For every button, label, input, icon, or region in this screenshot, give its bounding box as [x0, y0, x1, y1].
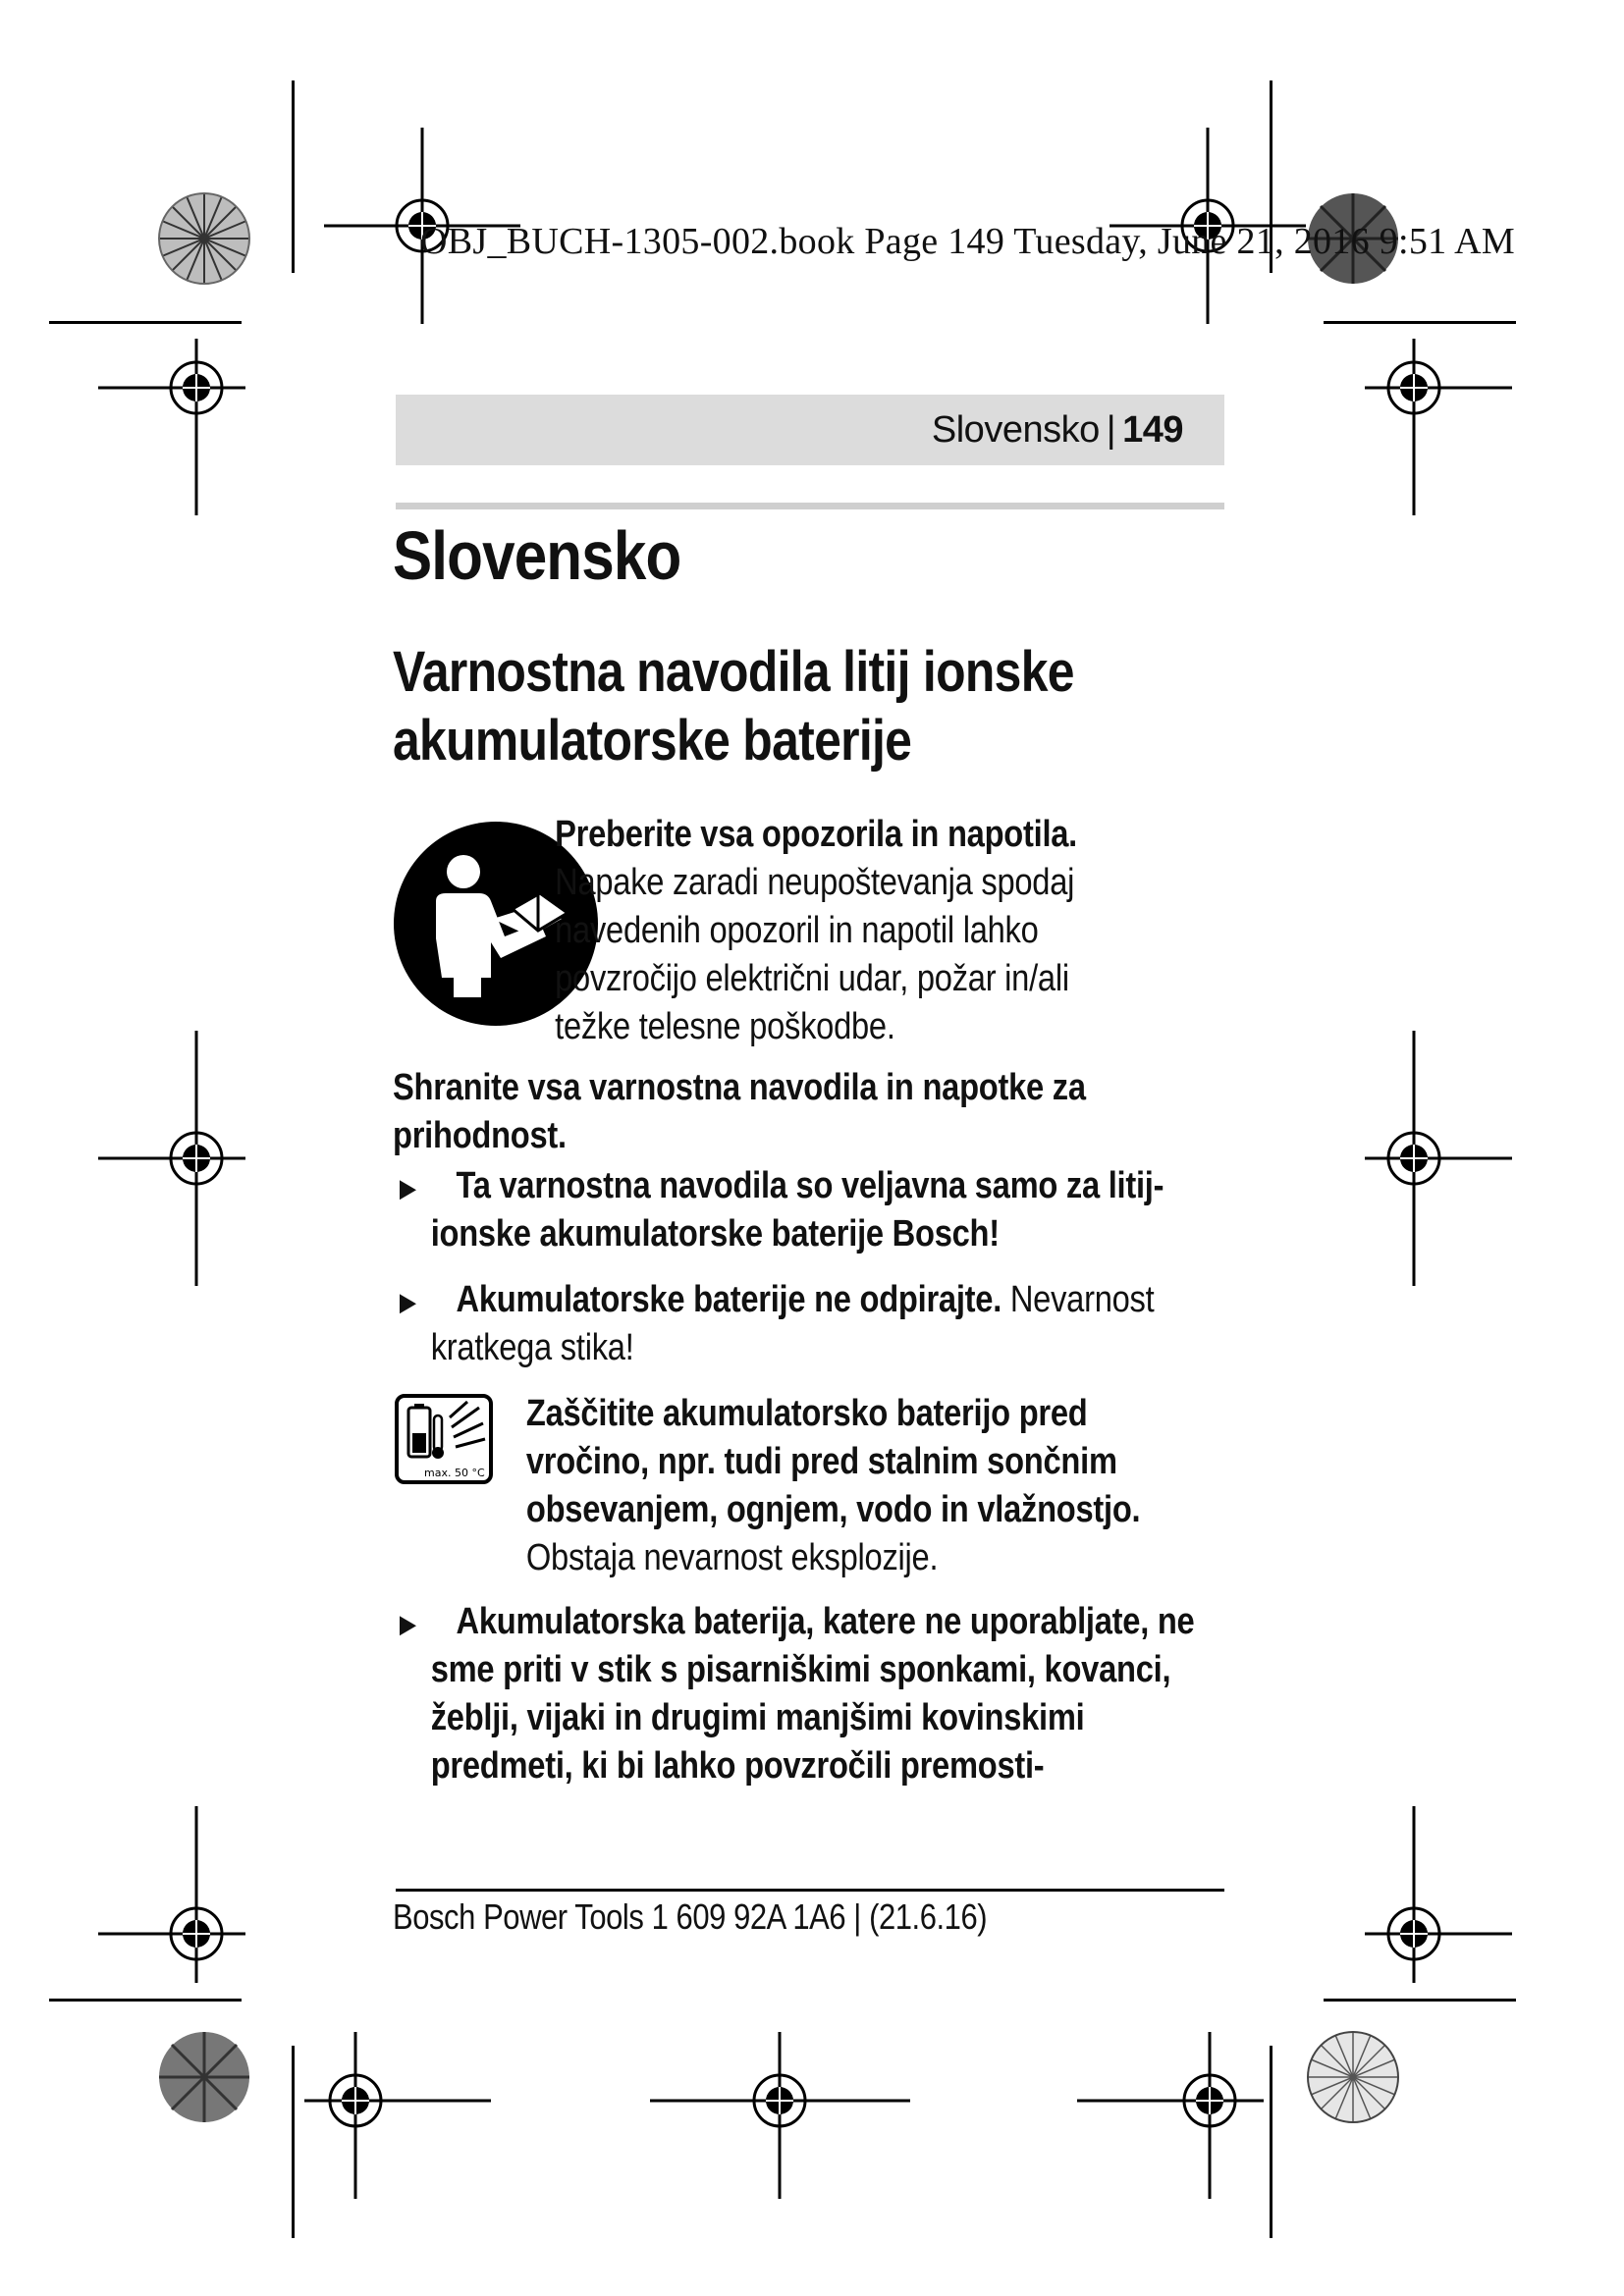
registration-mark-icon: [98, 1806, 295, 1983]
heat-warning-bold: Zaščitite akumulatorsko baterijo pred vročino, npr. tudi pred stalnim sončnim obsevanjem, ognjem, vodo in vlažnostjo.: [525, 1393, 1141, 1530]
crop-line: [292, 2046, 295, 2238]
crop-line: [292, 80, 295, 273]
heat-warning-text: Obstaja nevarnost eksplozije.: [525, 1537, 939, 1578]
bullet-marker-icon: ▶: [399, 1173, 416, 1202]
heat-warning-paragraph: [526, 1390, 1176, 1582]
header-separator: |: [1106, 409, 1116, 451]
bullet-bold: Akumulatorske baterije ne odpirajte.: [456, 1279, 1002, 1320]
bullet-bold: Ta varnostna navodila so veljavna samo za litij-ionske akumulatorske baterije Bosch!: [430, 1165, 1164, 1255]
section-title-text: Varnostna navodila litij ionske akumulatorske baterije: [393, 640, 1074, 773]
page-number: 149: [1122, 409, 1183, 451]
color-dial-icon: [157, 2030, 251, 2124]
section-title: [393, 638, 1237, 775]
registration-mark-icon: [304, 2002, 491, 2199]
footer-rule: [396, 1889, 1224, 1892]
print-info-line: OBJ_BUCH-1305-002.book Page 149 Tuesday, June 21, 2016 9:51 AM: [420, 221, 1516, 262]
page-footer: Bosch Power Tools 1 609 92A 1A6 | (21.6.16): [393, 1896, 988, 1937]
color-dial-icon: [157, 191, 251, 286]
crop-line: [1324, 321, 1516, 324]
intro-paragraph: [555, 811, 1095, 1051]
heat-icon-label: max. 50 °C: [424, 1467, 485, 1479]
page-header: [396, 395, 1224, 465]
bullet-marker-icon: ▶: [399, 1287, 416, 1316]
crop-line: [1324, 1999, 1516, 2002]
registration-mark-icon: [1077, 2002, 1264, 2199]
intro-text: Napake zaradi neupoštevanja spodaj navedenih opozoril in napotil lahko povzročijo električni udar, požar in/ali težke telesne poškodbe.: [555, 862, 1075, 1047]
page-title: Slovensko: [393, 517, 681, 594]
save-instructions: Shranite vsa varnostna navodila in napotke za prihodnost.: [393, 1067, 1086, 1156]
bullet-bold: Akumulatorska baterija, katere ne uporabljate, ne sme priti v stik s pisarniškimi sponkami, kovanci, žeblji, vijaki in drugimi manjšimi kovinskimi predmeti, ki bi lahko povzročili premosti-: [430, 1601, 1195, 1787]
registration-mark-icon: [98, 1031, 295, 1286]
crop-line: [49, 1999, 242, 2002]
registration-mark-icon: [1316, 1806, 1512, 1983]
registration-mark-icon: [1316, 1031, 1512, 1286]
heat-warning-icon: [395, 1394, 493, 1484]
registration-mark-icon: [650, 2002, 910, 2199]
bullet-text: Nevarnost kratkega stika!: [430, 1279, 1155, 1368]
bullet-marker-icon: ▶: [399, 1609, 416, 1638]
page-header-text: [932, 395, 1183, 465]
crop-line: [49, 321, 242, 324]
registration-mark-icon: [98, 339, 295, 515]
color-dial-icon: [1306, 2030, 1400, 2124]
crop-line: [1270, 2046, 1272, 2238]
header-language: Slovensko: [931, 409, 1100, 451]
header-rule: [396, 503, 1224, 509]
registration-mark-icon: [1316, 339, 1512, 515]
intro-bold: Preberite vsa opozorila in napotila.: [555, 814, 1078, 855]
